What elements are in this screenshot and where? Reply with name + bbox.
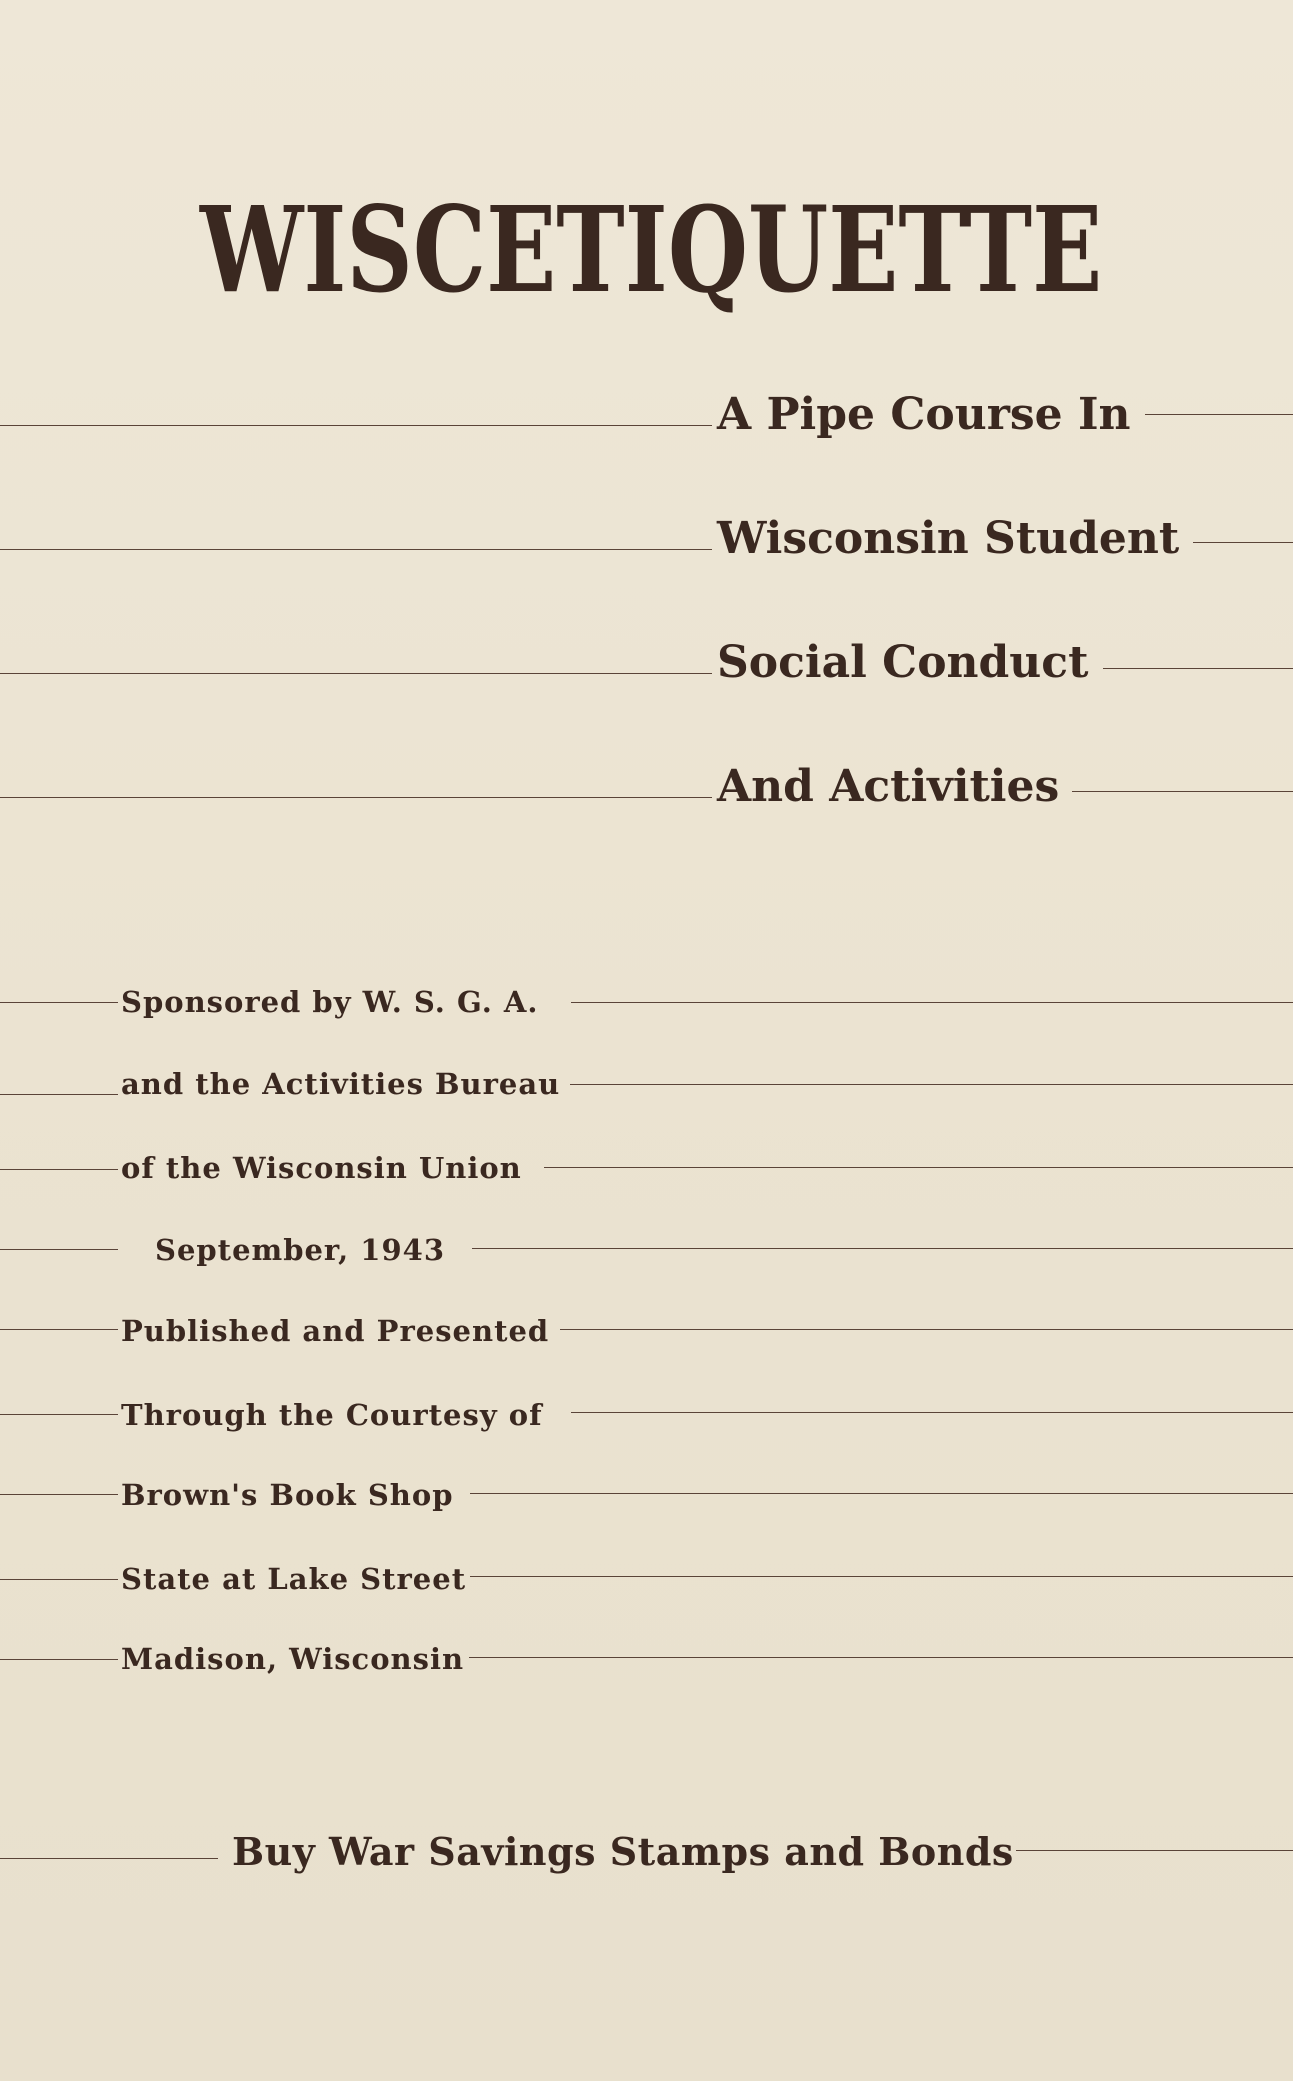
subtitle-line: And Activities — [717, 761, 1060, 812]
credit-line: September, 1943 — [155, 1233, 446, 1267]
credit-rule-left — [0, 1579, 118, 1580]
subtitle-line: A Pipe Course In — [717, 389, 1131, 440]
credit-line: Published and Presented — [121, 1314, 550, 1348]
subtitle-rule-right — [1193, 542, 1293, 543]
credit-rule-right — [472, 1248, 1293, 1249]
slogan-rule-right — [1016, 1850, 1293, 1851]
credit-line: Brown's Book Shop — [121, 1478, 454, 1512]
subtitle-rule-left — [0, 673, 712, 674]
credit-line: Through the Courtesy of — [121, 1398, 543, 1432]
slogan-rule-left — [0, 1858, 218, 1859]
credit-rule-left — [0, 1169, 118, 1170]
subtitle-rule-right — [1103, 668, 1293, 669]
subtitle-rule-left — [0, 425, 712, 426]
credit-rule-left — [0, 1414, 118, 1415]
credit-line: State at Lake Street — [121, 1562, 467, 1596]
document-title: WISCETIQUETTE — [200, 180, 1103, 319]
credit-rule-left — [0, 1249, 118, 1250]
credit-rule-left — [0, 1329, 118, 1330]
credit-line: and the Activities Bureau — [121, 1067, 561, 1101]
credit-line: of the Wisconsin Union — [121, 1151, 522, 1185]
credit-rule-left — [0, 1494, 118, 1495]
credit-line: Sponsored by W. S. G. A. — [121, 985, 539, 1019]
credit-line: Madison, Wisconsin — [121, 1642, 465, 1676]
subtitle-rule-left — [0, 549, 712, 550]
credit-rule-left — [0, 1094, 118, 1095]
credit-rule-right — [571, 1412, 1293, 1413]
credit-rule-right — [470, 1576, 1293, 1577]
subtitle-rule-right — [1072, 791, 1293, 792]
credit-rule-right — [560, 1329, 1293, 1330]
subtitle-line: Wisconsin Student — [717, 513, 1180, 564]
subtitle-rule-left — [0, 797, 712, 798]
subtitle-line: Social Conduct — [717, 637, 1089, 688]
credit-rule-right — [469, 1657, 1293, 1658]
credit-rule-right — [571, 1002, 1293, 1003]
credit-rule-right — [470, 1493, 1293, 1494]
war-bonds-slogan: Buy War Savings Stamps and Bonds — [232, 1829, 1014, 1874]
credit-rule-left — [0, 1659, 118, 1660]
subtitle-rule-right — [1145, 414, 1293, 415]
credit-rule-right — [544, 1167, 1293, 1168]
credit-rule-left — [0, 1002, 118, 1003]
credit-rule-right — [570, 1084, 1293, 1085]
